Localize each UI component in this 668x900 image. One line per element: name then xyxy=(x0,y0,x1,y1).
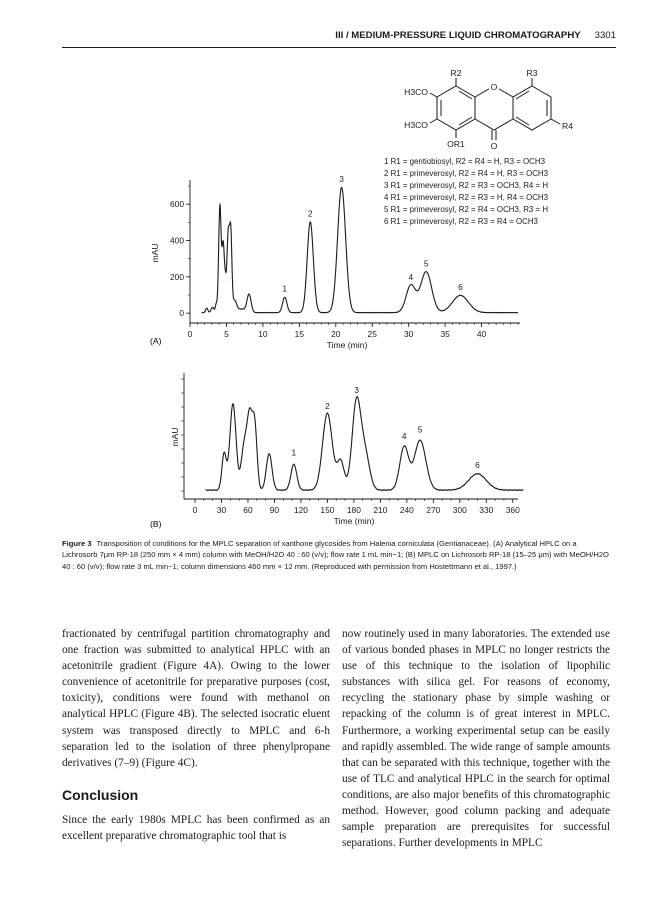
peak-label: 3 xyxy=(339,173,344,184)
x-tick-label: 25 xyxy=(367,329,377,339)
peak-label: 5 xyxy=(423,258,429,269)
x-tick-label: 20 xyxy=(331,329,341,339)
running-head-title: III / MEDIUM-PRESSURE LIQUID CHROMATOGRAPHY xyxy=(335,30,581,41)
x-tick-label: 15 xyxy=(294,329,304,339)
text-column-left xyxy=(62,626,330,844)
x-tick-label: 150 xyxy=(320,505,335,515)
y-tick-label: 200 xyxy=(170,271,184,282)
section-heading: Conclusion xyxy=(62,786,139,803)
ring-right xyxy=(513,86,551,130)
paragraph: Since the early 1980s MPLC has been confirmed as an excellent preparative chromatographic tool that is xyxy=(62,813,330,843)
ring-left xyxy=(437,86,475,130)
x-tick-label: 30 xyxy=(404,329,414,339)
peak-label: 4 xyxy=(408,271,414,282)
compound-list xyxy=(384,157,549,226)
peak-label: 3 xyxy=(354,384,359,395)
x-tick-label: 120 xyxy=(293,505,308,515)
label-och3-lower: H3CO xyxy=(404,120,428,130)
label-carbonyl-oxygen: O xyxy=(490,141,498,151)
x-tick-label: 330 xyxy=(479,505,494,515)
x-tick-label: 270 xyxy=(426,505,441,515)
y-axis-title: mAU xyxy=(170,427,180,447)
peak-label: 2 xyxy=(325,401,330,412)
x-tick-label: 35 xyxy=(440,329,450,339)
caption-label: Figure 3 xyxy=(62,539,92,548)
chromatogram-trace xyxy=(206,396,524,490)
x-tick-label: 360 xyxy=(505,505,520,515)
label-ring-oxygen: O xyxy=(490,82,498,92)
x-tick-label: 210 xyxy=(373,505,388,515)
panel-b-label: (B) xyxy=(150,519,162,529)
och3-bond xyxy=(430,93,437,97)
och3-bond xyxy=(430,119,437,123)
caption-text: Transposition of conditions for the MPLC separation of xanthone glycosides from Halenia corniculata (Gentianaceae). (A) Analytical HPLC on a Lichrosorb 7μm RP-18 (250 mm × 4 mm) column with MeOH/H2O 40 : 60 (v/v); flow rate 1 mL min−1; (B) MPLC on Lichrosorb RP-18 (15–25 μm) with MeOH/H2O 40 : 60 (v/v); flow rate 3 mL min−1; column dimensions 460 mm × 12 mm. (Reproduced with permission from Hostettmann et al., 1997.) xyxy=(62,539,609,571)
y-tick-label: 400 xyxy=(170,235,184,246)
label-r3: R3 xyxy=(526,68,538,78)
double-bond xyxy=(516,91,529,99)
compound-1: 1 R1 = gentiobiosyl, R2 = R4 = H, R3 = OCH3 xyxy=(384,157,545,166)
chart-b xyxy=(150,373,523,529)
x-tick-label: 300 xyxy=(452,505,467,515)
compound-3: 3 R1 = primeverosyl, R2 = R3 = OCH3, R4 = H xyxy=(384,181,549,190)
label-r2: R2 xyxy=(450,68,462,78)
ring-middle xyxy=(475,86,513,130)
panel-a-label: (A) xyxy=(150,336,162,346)
label-or1: OR1 xyxy=(447,139,465,149)
x-tick-label: 0 xyxy=(192,505,198,515)
label-och3-upper: H3CO xyxy=(404,87,428,97)
x-axis-title: Time (min) xyxy=(333,516,375,526)
peak-label: 1 xyxy=(291,447,297,458)
y-tick-label: 0 xyxy=(179,308,184,319)
x-tick-label: 40 xyxy=(476,329,487,339)
peak-label: 6 xyxy=(475,459,480,470)
x-tick-label: 0 xyxy=(187,329,193,339)
r4-bond xyxy=(551,119,560,124)
compound-5: 5 R1 = primeverosyl, R2 = R4 = OCH3, R3 = H xyxy=(384,205,549,214)
x-tick-label: 180 xyxy=(346,505,361,515)
x-axis-title: Time (min) xyxy=(326,340,368,350)
x-tick-label: 10 xyxy=(258,329,268,339)
y-axis-title: mAU xyxy=(150,243,160,263)
x-tick-label: 60 xyxy=(243,505,253,515)
label-r4: R4 xyxy=(562,121,573,131)
structure-labels xyxy=(404,68,573,151)
compound-6: 6 R1 = primeverosyl, R2 = R3 = R4 = OCH3 xyxy=(384,217,538,226)
x-tick-label: 30 xyxy=(216,505,227,515)
page-number: 3301 xyxy=(594,30,616,41)
figure-caption xyxy=(62,538,614,572)
paragraph: fractionated by centrifugal partition chromatography and one fraction was submitted to analytical HPLC with an acetonitrile gradient (Figure 4A). Owing to the lower convenience of acetonitrile for preparative purposes (cost, toxicity), conditions were found with methanol on analytical HPLC (Figure 4B). The selected isocratic eluent system was transposed directly to MPLC and 6-h separation led to the isolation of three phenylpropane derivatives (7–9) (Figure 4C). xyxy=(62,628,330,769)
peak-label: 1 xyxy=(282,283,288,294)
peak-label: 6 xyxy=(458,281,463,292)
paragraph: now routinely used in many laboratories. The extended use of various bonded phases in MPLC no longer restricts the use of this technique to the isolation of lipophilic substances with silica gel. For reasons of economy, recycling the stationary phase by simple washing or repacking of the column is of great interest in MPLC. Furthermore, a working experimental setup can be easily and rapidly assembled. The wide range of sample amounts that can be separated with this technique, together with the use of TLC and analytical HPLC in the search for optimal conditions, are also major benefits of this chromatographic method. However, good column packing and adequate sample preparation are prerequisites for successful separations. Further developments in MPLC xyxy=(342,628,610,850)
compound-2: 2 R1 = primeverosyl, R2 = R4 = H, R3 = OCH3 xyxy=(384,169,549,178)
x-tick-label: 5 xyxy=(224,329,229,339)
double-bond xyxy=(516,117,529,125)
peak-label: 4 xyxy=(401,431,407,441)
peak-label: 5 xyxy=(417,424,423,435)
x-tick-label: 90 xyxy=(269,505,280,515)
double-bond xyxy=(459,91,472,99)
double-bond xyxy=(459,117,472,125)
y-tick-label: 600 xyxy=(170,199,184,210)
x-tick-label: 240 xyxy=(399,505,414,515)
peak-label: 2 xyxy=(307,208,313,219)
compound-4: 4 R1 = primeverosyl, R2 = R3 = H, R4 = OCH3 xyxy=(384,193,549,202)
text-column-right xyxy=(342,626,610,851)
